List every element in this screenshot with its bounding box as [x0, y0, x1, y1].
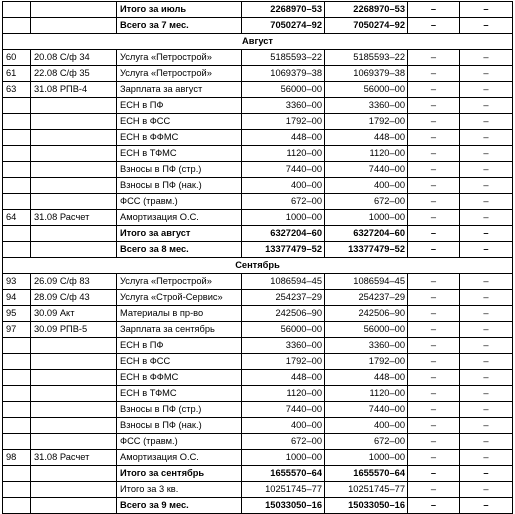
- document-cell: 28.09 С/ф 43: [31, 290, 117, 306]
- dash-cell: –: [460, 466, 513, 482]
- dash-cell: –: [460, 338, 513, 354]
- dash-cell: –: [408, 498, 460, 514]
- description-cell: Итого за сентябрь: [117, 466, 242, 482]
- entry-row: [3, 98, 513, 114]
- month-header-row: [3, 34, 513, 50]
- amount-cell: 448–00: [242, 370, 325, 386]
- document-cell: [31, 354, 117, 370]
- entry-number-cell: 60: [3, 50, 31, 66]
- entry-number-cell: [3, 18, 31, 34]
- dash-cell: –: [460, 162, 513, 178]
- entry-number-cell: 63: [3, 82, 31, 98]
- dash-cell: –: [460, 194, 513, 210]
- total-row: [3, 466, 513, 482]
- amount-cell: 56000–00: [325, 322, 408, 338]
- dash-cell: –: [408, 354, 460, 370]
- entry-number-cell: [3, 242, 31, 258]
- entry-number-cell: [3, 354, 31, 370]
- entry-number-cell: 94: [3, 290, 31, 306]
- entry-row: [3, 450, 513, 466]
- dash-cell: –: [408, 98, 460, 114]
- dash-cell: –: [408, 274, 460, 290]
- month-title: Сентябрь: [3, 258, 513, 274]
- document-cell: [31, 370, 117, 386]
- document-cell: [31, 386, 117, 402]
- amount-cell: 1792–00: [242, 114, 325, 130]
- entry-row: [3, 386, 513, 402]
- amount-cell: 7050274–92: [325, 18, 408, 34]
- dash-cell: –: [408, 306, 460, 322]
- entry-row: [3, 66, 513, 82]
- amount-cell: 400–00: [242, 178, 325, 194]
- dash-cell: –: [460, 274, 513, 290]
- dash-cell: –: [460, 210, 513, 226]
- entry-row: [3, 306, 513, 322]
- entry-number-cell: [3, 146, 31, 162]
- amount-cell: 5185593–22: [325, 50, 408, 66]
- document-cell: [31, 114, 117, 130]
- entry-row: [3, 146, 513, 162]
- amount-cell: 2268970–53: [242, 2, 325, 18]
- entry-number-cell: [3, 370, 31, 386]
- dash-cell: –: [460, 418, 513, 434]
- total-row: [3, 482, 513, 498]
- entry-number-cell: 61: [3, 66, 31, 82]
- amount-cell: 15033050–16: [242, 498, 325, 514]
- document-cell: [31, 466, 117, 482]
- amount-cell: 400–00: [325, 178, 408, 194]
- description-cell: Итого за август: [117, 226, 242, 242]
- amount-cell: 242506–90: [325, 306, 408, 322]
- amount-cell: 1086594–45: [242, 274, 325, 290]
- document-cell: [31, 402, 117, 418]
- dash-cell: –: [460, 354, 513, 370]
- dash-cell: –: [408, 386, 460, 402]
- description-cell: Взносы в ПФ (нак.): [117, 178, 242, 194]
- entry-row: [3, 130, 513, 146]
- dash-cell: –: [408, 50, 460, 66]
- entry-number-cell: 64: [3, 210, 31, 226]
- description-cell: ЕСН в ТФМС: [117, 146, 242, 162]
- document-cell: 26.09 С/ф 83: [31, 274, 117, 290]
- dash-cell: –: [460, 66, 513, 82]
- entry-number-cell: [3, 194, 31, 210]
- amount-cell: 400–00: [242, 418, 325, 434]
- dash-cell: –: [408, 242, 460, 258]
- entry-row: [3, 162, 513, 178]
- description-cell: Взносы в ПФ (стр.): [117, 162, 242, 178]
- entry-number-cell: [3, 498, 31, 514]
- description-cell: ФСС (травм.): [117, 194, 242, 210]
- document-cell: [31, 226, 117, 242]
- entry-row: [3, 418, 513, 434]
- description-cell: Взносы в ПФ (стр.): [117, 402, 242, 418]
- entry-row: [3, 338, 513, 354]
- dash-cell: –: [460, 18, 513, 34]
- amount-cell: 1120–00: [325, 386, 408, 402]
- document-cell: 31.08 РПВ-4: [31, 82, 117, 98]
- dash-cell: –: [460, 130, 513, 146]
- description-cell: ЕСН в ФФМС: [117, 130, 242, 146]
- dash-cell: –: [408, 18, 460, 34]
- amount-cell: 1000–00: [325, 450, 408, 466]
- dash-cell: –: [408, 66, 460, 82]
- amount-cell: 3360–00: [242, 98, 325, 114]
- total-row: [3, 242, 513, 258]
- document-cell: [31, 418, 117, 434]
- dash-cell: –: [460, 178, 513, 194]
- description-cell: Амортизация О.С.: [117, 210, 242, 226]
- total-row: [3, 2, 513, 18]
- dash-cell: –: [408, 482, 460, 498]
- amount-cell: 448–00: [325, 130, 408, 146]
- amount-cell: 1120–00: [242, 146, 325, 162]
- month-title: Август: [3, 34, 513, 50]
- document-cell: 31.08 Расчет: [31, 210, 117, 226]
- entry-number-cell: 98: [3, 450, 31, 466]
- dash-cell: –: [460, 146, 513, 162]
- description-cell: Материалы в пр-во: [117, 306, 242, 322]
- amount-cell: 15033050–16: [325, 498, 408, 514]
- dash-cell: –: [408, 210, 460, 226]
- dash-cell: –: [460, 114, 513, 130]
- document-cell: [31, 194, 117, 210]
- description-cell: ФСС (травм.): [117, 434, 242, 450]
- entry-number-cell: [3, 98, 31, 114]
- amount-cell: 2268970–53: [325, 2, 408, 18]
- amount-cell: 56000–00: [242, 82, 325, 98]
- dash-cell: –: [460, 98, 513, 114]
- document-cell: 20.08 С/ф 34: [31, 50, 117, 66]
- amount-cell: 7440–00: [242, 402, 325, 418]
- amount-cell: 400–00: [325, 418, 408, 434]
- amount-cell: 1792–00: [325, 354, 408, 370]
- amount-cell: 672–00: [242, 434, 325, 450]
- amount-cell: 1792–00: [325, 114, 408, 130]
- amount-cell: 1120–00: [242, 386, 325, 402]
- entry-number-cell: [3, 226, 31, 242]
- dash-cell: –: [460, 82, 513, 98]
- amount-cell: 448–00: [242, 130, 325, 146]
- dash-cell: –: [408, 178, 460, 194]
- total-row: [3, 18, 513, 34]
- amount-cell: 13377479–52: [242, 242, 325, 258]
- document-cell: [31, 434, 117, 450]
- description-cell: Всего за 7 мес.: [117, 18, 242, 34]
- entry-number-cell: [3, 114, 31, 130]
- entry-row: [3, 194, 513, 210]
- amount-cell: 1792–00: [242, 354, 325, 370]
- amount-cell: 13377479–52: [325, 242, 408, 258]
- entry-number-cell: [3, 338, 31, 354]
- amount-cell: 5185593–22: [242, 50, 325, 66]
- amount-cell: 3360–00: [242, 338, 325, 354]
- amount-cell: 1000–00: [242, 450, 325, 466]
- dash-cell: –: [460, 498, 513, 514]
- document-cell: [31, 482, 117, 498]
- total-row: [3, 226, 513, 242]
- entry-number-cell: [3, 130, 31, 146]
- dash-cell: –: [460, 482, 513, 498]
- description-cell: Амортизация О.С.: [117, 450, 242, 466]
- dash-cell: –: [460, 370, 513, 386]
- dash-cell: –: [408, 226, 460, 242]
- dash-cell: –: [408, 2, 460, 18]
- dash-cell: –: [408, 434, 460, 450]
- dash-cell: –: [460, 50, 513, 66]
- entry-row: [3, 290, 513, 306]
- ledger-table: [2, 1, 513, 514]
- document-cell: [31, 498, 117, 514]
- entry-row: [3, 82, 513, 98]
- dash-cell: –: [460, 402, 513, 418]
- dash-cell: –: [460, 386, 513, 402]
- amount-cell: 242506–90: [242, 306, 325, 322]
- amount-cell: 7440–00: [242, 162, 325, 178]
- dash-cell: –: [460, 2, 513, 18]
- description-cell: Всего за 8 мес.: [117, 242, 242, 258]
- amount-cell: 7050274–92: [242, 18, 325, 34]
- dash-cell: –: [408, 82, 460, 98]
- description-cell: Всего за 9 мес.: [117, 498, 242, 514]
- description-cell: Зарплата за сентябрь: [117, 322, 242, 338]
- document-cell: 30.09 Акт: [31, 306, 117, 322]
- amount-cell: 6327204–60: [325, 226, 408, 242]
- description-cell: Услуга «Строй-Сервис»: [117, 290, 242, 306]
- dash-cell: –: [408, 450, 460, 466]
- entry-row: [3, 434, 513, 450]
- description-cell: Услуга «Петрострой»: [117, 50, 242, 66]
- document-cell: [31, 338, 117, 354]
- dash-cell: –: [460, 434, 513, 450]
- dash-cell: –: [408, 194, 460, 210]
- entry-number-cell: [3, 2, 31, 18]
- amount-cell: 1000–00: [325, 210, 408, 226]
- amount-cell: 56000–00: [242, 322, 325, 338]
- description-cell: Услуга «Петрострой»: [117, 274, 242, 290]
- month-header-row: [3, 258, 513, 274]
- total-row: [3, 498, 513, 514]
- amount-cell: 672–00: [325, 194, 408, 210]
- description-cell: Итого за 3 кв.: [117, 482, 242, 498]
- description-cell: ЕСН в ФСС: [117, 114, 242, 130]
- description-cell: Итого за июль: [117, 2, 242, 18]
- document-cell: [31, 162, 117, 178]
- dash-cell: –: [408, 418, 460, 434]
- amount-cell: 254237–29: [242, 290, 325, 306]
- document-cell: 31.08 Расчет: [31, 450, 117, 466]
- dash-cell: –: [408, 146, 460, 162]
- description-cell: Услуга «Петрострой»: [117, 66, 242, 82]
- entry-row: [3, 114, 513, 130]
- document-cell: 22.08 С/ф 35: [31, 66, 117, 82]
- document-cell: [31, 130, 117, 146]
- document-cell: [31, 242, 117, 258]
- entry-number-cell: [3, 162, 31, 178]
- dash-cell: –: [460, 450, 513, 466]
- entry-number-cell: [3, 466, 31, 482]
- entry-row: [3, 354, 513, 370]
- ledger-body: [3, 2, 513, 514]
- entry-number-cell: [3, 434, 31, 450]
- document-cell: [31, 98, 117, 114]
- amount-cell: 1655570–64: [325, 466, 408, 482]
- document-cell: [31, 178, 117, 194]
- entry-row: [3, 178, 513, 194]
- entry-number-cell: [3, 178, 31, 194]
- dash-cell: –: [408, 290, 460, 306]
- dash-cell: –: [408, 162, 460, 178]
- dash-cell: –: [408, 114, 460, 130]
- dash-cell: –: [460, 226, 513, 242]
- entry-number-cell: [3, 386, 31, 402]
- amount-cell: 1000–00: [242, 210, 325, 226]
- dash-cell: –: [460, 242, 513, 258]
- dash-cell: –: [460, 306, 513, 322]
- document-cell: [31, 2, 117, 18]
- entry-number-cell: 95: [3, 306, 31, 322]
- amount-cell: 3360–00: [325, 338, 408, 354]
- dash-cell: –: [408, 402, 460, 418]
- amount-cell: 6327204–60: [242, 226, 325, 242]
- dash-cell: –: [408, 466, 460, 482]
- description-cell: ЕСН в ПФ: [117, 338, 242, 354]
- amount-cell: 1086594–45: [325, 274, 408, 290]
- description-cell: ЕСН в ФФМС: [117, 370, 242, 386]
- amount-cell: 254237–29: [325, 290, 408, 306]
- dash-cell: –: [408, 370, 460, 386]
- amount-cell: 672–00: [242, 194, 325, 210]
- dash-cell: –: [408, 338, 460, 354]
- entry-row: [3, 370, 513, 386]
- amount-cell: 7440–00: [325, 162, 408, 178]
- document-cell: [31, 18, 117, 34]
- entry-row: [3, 274, 513, 290]
- document-cell: [31, 146, 117, 162]
- description-cell: ЕСН в ТФМС: [117, 386, 242, 402]
- amount-cell: 1069379–38: [325, 66, 408, 82]
- entry-row: [3, 322, 513, 338]
- entry-row: [3, 210, 513, 226]
- description-cell: Зарплата за август: [117, 82, 242, 98]
- description-cell: ЕСН в ПФ: [117, 98, 242, 114]
- document-cell: 30.09 РПВ-5: [31, 322, 117, 338]
- amount-cell: 3360–00: [325, 98, 408, 114]
- amount-cell: 672–00: [325, 434, 408, 450]
- description-cell: ЕСН в ФСС: [117, 354, 242, 370]
- amount-cell: 10251745–77: [242, 482, 325, 498]
- amount-cell: 1069379–38: [242, 66, 325, 82]
- dash-cell: –: [460, 290, 513, 306]
- dash-cell: –: [408, 130, 460, 146]
- entry-number-cell: [3, 482, 31, 498]
- amount-cell: 1655570–64: [242, 466, 325, 482]
- dash-cell: –: [460, 322, 513, 338]
- entry-row: [3, 50, 513, 66]
- amount-cell: 448–00: [325, 370, 408, 386]
- entry-row: [3, 402, 513, 418]
- amount-cell: 7440–00: [325, 402, 408, 418]
- entry-number-cell: [3, 402, 31, 418]
- entry-number-cell: [3, 418, 31, 434]
- entry-number-cell: 93: [3, 274, 31, 290]
- amount-cell: 56000–00: [325, 82, 408, 98]
- dash-cell: –: [408, 322, 460, 338]
- amount-cell: 1120–00: [325, 146, 408, 162]
- entry-number-cell: 97: [3, 322, 31, 338]
- description-cell: Взносы в ПФ (нак.): [117, 418, 242, 434]
- amount-cell: 10251745–77: [325, 482, 408, 498]
